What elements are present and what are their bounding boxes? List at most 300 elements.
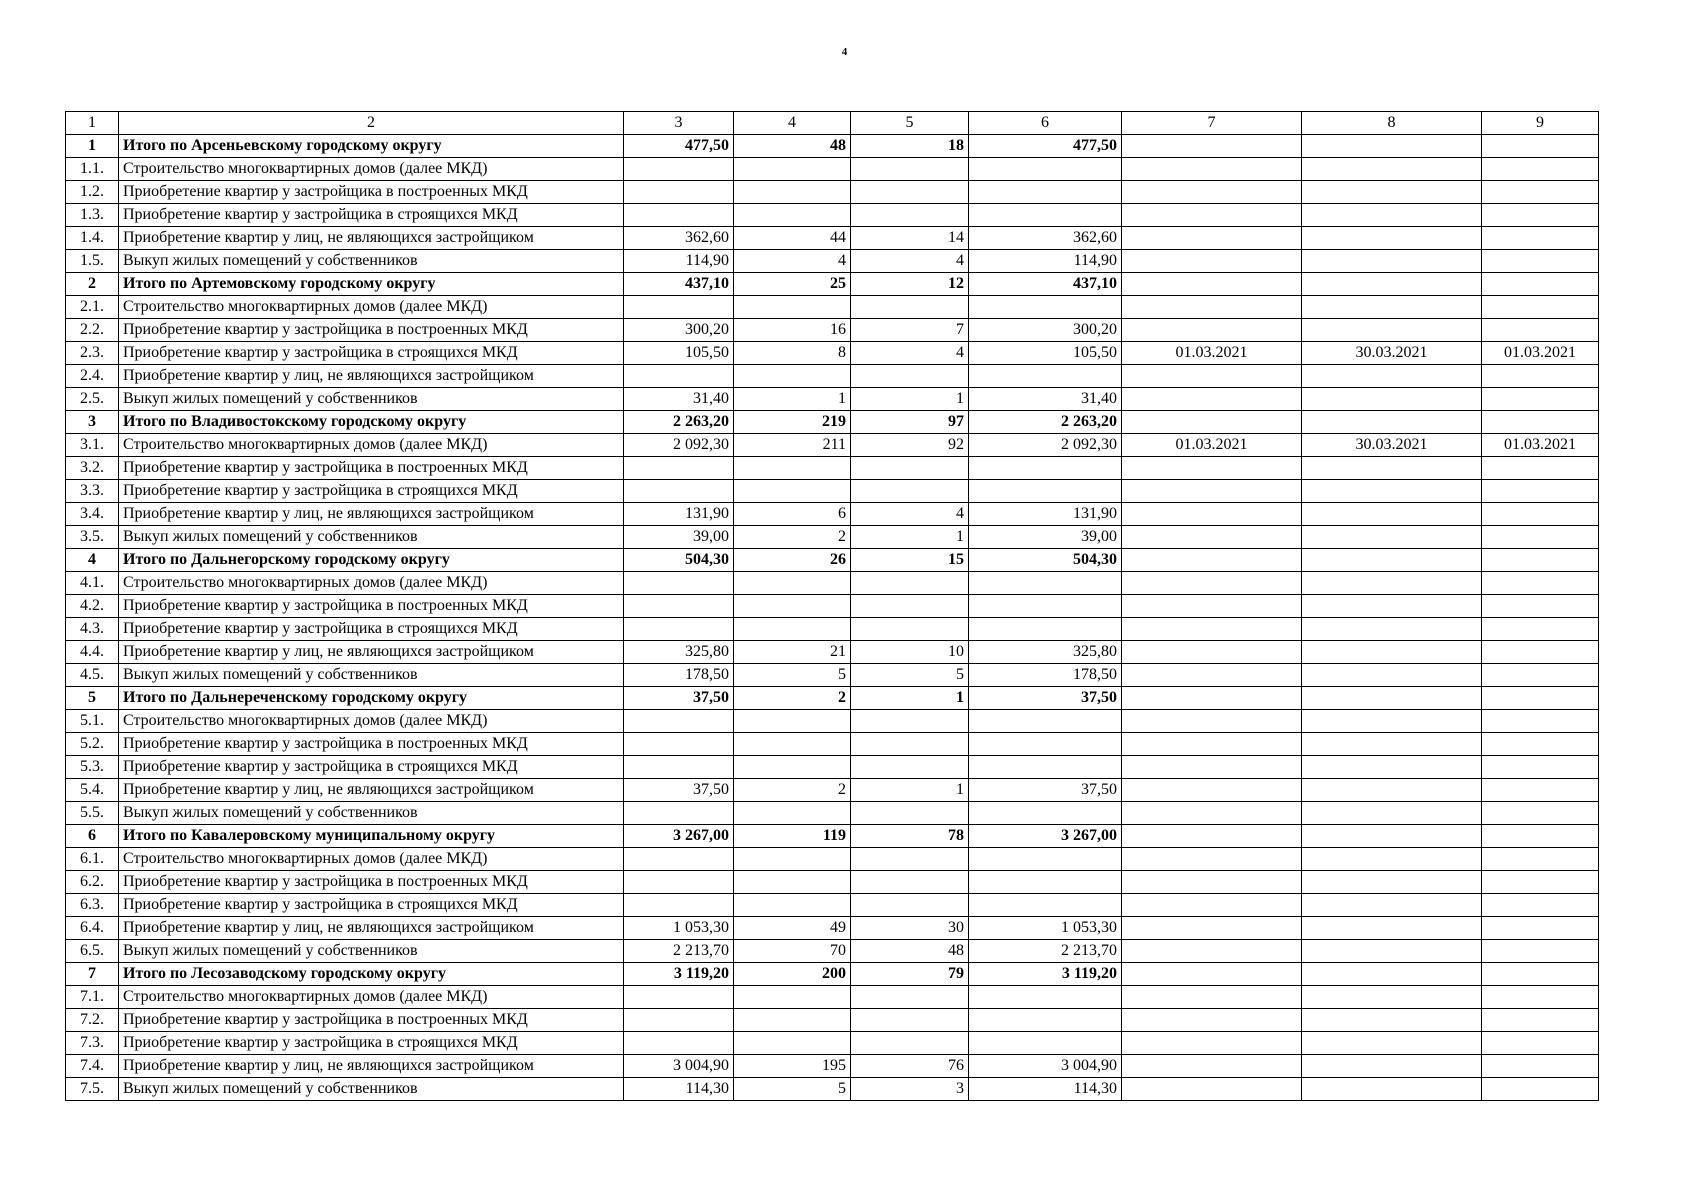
value-cell: 105,50: [624, 342, 734, 365]
table-row: [66, 457, 1599, 480]
value-cell: 2: [734, 526, 851, 549]
header-cell: 7: [1122, 112, 1302, 135]
value-cell: [1302, 204, 1482, 227]
table-row: [66, 526, 1599, 549]
value-cell: [734, 158, 851, 181]
value-cell: 3 004,90: [624, 1055, 734, 1078]
row-label-cell: Приобретение квартир у застройщика в построенных МКД: [119, 595, 624, 618]
row-label-cell: Итого по Владивостокскому городскому округу: [119, 411, 624, 434]
value-cell: 300,20: [624, 319, 734, 342]
row-label-cell: Итого по Лесозаводскому городскому округу: [119, 963, 624, 986]
value-cell: [1302, 572, 1482, 595]
value-cell: [969, 986, 1122, 1009]
table-row: [66, 1055, 1599, 1078]
value-cell: 31,40: [624, 388, 734, 411]
value-cell: [851, 296, 969, 319]
value-cell: [1482, 802, 1599, 825]
value-cell: [1482, 1055, 1599, 1078]
row-label-cell: Строительство многоквартирных домов (далее МКД): [119, 710, 624, 733]
value-cell: [1302, 871, 1482, 894]
value-cell: [624, 802, 734, 825]
value-cell: [624, 480, 734, 503]
table-row: [66, 733, 1599, 756]
value-cell: 1: [734, 388, 851, 411]
row-label-cell: Итого по Дальнереченскому городскому округу: [119, 687, 624, 710]
value-cell: [969, 894, 1122, 917]
value-cell: [1302, 135, 1482, 158]
value-cell: 44: [734, 227, 851, 250]
value-cell: 79: [851, 963, 969, 986]
table-row-total: [66, 273, 1599, 296]
row-number-cell: 7.5.: [66, 1078, 119, 1101]
row-label-cell: Строительство многоквартирных домов (далее МКД): [119, 848, 624, 871]
value-cell: 1 053,30: [624, 917, 734, 940]
value-cell: 2 263,20: [969, 411, 1122, 434]
row-number-cell: 1.2.: [66, 181, 119, 204]
value-cell: [624, 158, 734, 181]
value-cell: [1482, 135, 1599, 158]
value-cell: 1: [851, 526, 969, 549]
value-cell: [1122, 1009, 1302, 1032]
row-number-cell: 5: [66, 687, 119, 710]
value-cell: 2 213,70: [969, 940, 1122, 963]
value-cell: [734, 457, 851, 480]
value-cell: [1482, 687, 1599, 710]
value-cell: [1302, 1078, 1482, 1101]
value-cell: 200: [734, 963, 851, 986]
row-number-cell: 4.5.: [66, 664, 119, 687]
value-cell: 3 119,20: [624, 963, 734, 986]
table-row-total: [66, 825, 1599, 848]
row-label-cell: Выкуп жилых помещений у собственников: [119, 1078, 624, 1101]
value-cell: [1122, 250, 1302, 273]
value-cell: [624, 894, 734, 917]
row-number-cell: 4.4.: [66, 641, 119, 664]
table-row: [66, 319, 1599, 342]
table-row: [66, 388, 1599, 411]
row-number-cell: 5.5.: [66, 802, 119, 825]
row-label-cell: Выкуп жилых помещений у собственников: [119, 802, 624, 825]
value-cell: 1: [851, 388, 969, 411]
value-cell: 37,50: [624, 687, 734, 710]
table-row: [66, 756, 1599, 779]
value-cell: [969, 848, 1122, 871]
value-cell: [734, 894, 851, 917]
table-row: [66, 250, 1599, 273]
value-cell: 14: [851, 227, 969, 250]
table-row-total: [66, 963, 1599, 986]
row-number-cell: 4.3.: [66, 618, 119, 641]
header-cell: 6: [969, 112, 1122, 135]
value-cell: [1122, 1055, 1302, 1078]
value-cell: [1122, 664, 1302, 687]
value-cell: [1122, 480, 1302, 503]
value-cell: 504,30: [624, 549, 734, 572]
value-cell: 114,90: [969, 250, 1122, 273]
value-cell: 01.03.2021: [1122, 342, 1302, 365]
value-cell: [1302, 618, 1482, 641]
value-cell: [1302, 641, 1482, 664]
value-cell: 15: [851, 549, 969, 572]
row-number-cell: 2.5.: [66, 388, 119, 411]
value-cell: [1482, 756, 1599, 779]
value-cell: [624, 618, 734, 641]
value-cell: [1302, 457, 1482, 480]
value-cell: 4: [851, 503, 969, 526]
value-cell: [1122, 457, 1302, 480]
value-cell: 16: [734, 319, 851, 342]
table-row: [66, 227, 1599, 250]
row-label-cell: Приобретение квартир у лиц, не являющихся застройщиком: [119, 365, 624, 388]
value-cell: [1122, 618, 1302, 641]
value-cell: [1482, 1032, 1599, 1055]
value-cell: 70: [734, 940, 851, 963]
table-row: [66, 802, 1599, 825]
value-cell: [851, 457, 969, 480]
row-label-cell: Итого по Арсеньевскому городскому округу: [119, 135, 624, 158]
value-cell: [1122, 986, 1302, 1009]
value-cell: 178,50: [969, 664, 1122, 687]
value-cell: 76: [851, 1055, 969, 1078]
value-cell: [734, 181, 851, 204]
value-cell: [1482, 365, 1599, 388]
value-cell: 1: [851, 687, 969, 710]
value-cell: [624, 457, 734, 480]
table-row: [66, 365, 1599, 388]
value-cell: 4: [851, 342, 969, 365]
value-cell: [1302, 503, 1482, 526]
row-number-cell: 1.4.: [66, 227, 119, 250]
value-cell: [1122, 526, 1302, 549]
row-number-cell: 1: [66, 135, 119, 158]
value-cell: [969, 710, 1122, 733]
row-number-cell: 6.1.: [66, 848, 119, 871]
value-cell: 30.03.2021: [1302, 342, 1482, 365]
value-cell: [1302, 595, 1482, 618]
row-label-cell: Приобретение квартир у застройщика в строящихся МКД: [119, 894, 624, 917]
value-cell: [851, 1009, 969, 1032]
value-cell: 219: [734, 411, 851, 434]
value-cell: [1122, 1078, 1302, 1101]
row-number-cell: 5.2.: [66, 733, 119, 756]
row-number-cell: 6.3.: [66, 894, 119, 917]
row-label-cell: Приобретение квартир у лиц, не являющихся застройщиком: [119, 917, 624, 940]
row-number-cell: 7.1.: [66, 986, 119, 1009]
value-cell: [624, 733, 734, 756]
value-cell: 2 263,20: [624, 411, 734, 434]
table-row: [66, 342, 1599, 365]
value-cell: [1302, 158, 1482, 181]
value-cell: [969, 158, 1122, 181]
value-cell: [969, 733, 1122, 756]
value-cell: 12: [851, 273, 969, 296]
value-cell: [1482, 940, 1599, 963]
page-number: 4: [841, 46, 848, 58]
value-cell: [1302, 181, 1482, 204]
value-cell: [734, 986, 851, 1009]
value-cell: [851, 204, 969, 227]
row-number-cell: 3.2.: [66, 457, 119, 480]
header-cell: 5: [851, 112, 969, 135]
value-cell: 325,80: [969, 641, 1122, 664]
value-cell: [1122, 319, 1302, 342]
value-cell: 131,90: [624, 503, 734, 526]
value-cell: [734, 480, 851, 503]
value-cell: 195: [734, 1055, 851, 1078]
row-label-cell: Приобретение квартир у застройщика в строящихся МКД: [119, 618, 624, 641]
value-cell: [851, 802, 969, 825]
row-number-cell: 1.1.: [66, 158, 119, 181]
row-label-cell: Приобретение квартир у застройщика в построенных МКД: [119, 1009, 624, 1032]
row-label-cell: Приобретение квартир у застройщика в построенных МКД: [119, 871, 624, 894]
value-cell: [734, 756, 851, 779]
value-cell: [1122, 871, 1302, 894]
value-cell: [1122, 549, 1302, 572]
table-row: [66, 917, 1599, 940]
value-cell: [851, 595, 969, 618]
value-cell: [851, 710, 969, 733]
table-row: [66, 871, 1599, 894]
value-cell: [1302, 664, 1482, 687]
value-cell: [1302, 526, 1482, 549]
value-cell: 300,20: [969, 319, 1122, 342]
header-cell: 1: [66, 112, 119, 135]
value-cell: 1 053,30: [969, 917, 1122, 940]
value-cell: [969, 296, 1122, 319]
row-number-cell: 2.3.: [66, 342, 119, 365]
value-cell: 30.03.2021: [1302, 434, 1482, 457]
value-cell: 437,10: [969, 273, 1122, 296]
value-cell: 437,10: [624, 273, 734, 296]
value-cell: [1302, 802, 1482, 825]
value-cell: [1482, 917, 1599, 940]
value-cell: [624, 756, 734, 779]
table-row: [66, 1078, 1599, 1101]
value-cell: [969, 802, 1122, 825]
table-row: [66, 480, 1599, 503]
value-cell: [1482, 641, 1599, 664]
value-cell: 21: [734, 641, 851, 664]
value-cell: [1302, 733, 1482, 756]
table-row: [66, 595, 1599, 618]
value-cell: [1122, 710, 1302, 733]
value-cell: [624, 871, 734, 894]
value-cell: 37,50: [969, 779, 1122, 802]
row-number-cell: 4.1.: [66, 572, 119, 595]
row-label-cell: Приобретение квартир у лиц, не являющихся застройщиком: [119, 227, 624, 250]
row-label-cell: Строительство многоквартирных домов (далее МКД): [119, 434, 624, 457]
value-cell: [1122, 365, 1302, 388]
value-cell: 3: [851, 1078, 969, 1101]
value-cell: [1482, 181, 1599, 204]
value-cell: [1482, 710, 1599, 733]
row-label-cell: Приобретение квартир у лиц, не являющихся застройщиком: [119, 1055, 624, 1078]
value-cell: 3 267,00: [969, 825, 1122, 848]
value-cell: [1482, 963, 1599, 986]
value-cell: [1482, 296, 1599, 319]
table-row: [66, 664, 1599, 687]
value-cell: [1122, 756, 1302, 779]
row-label-cell: Приобретение квартир у застройщика в строящихся МКД: [119, 1032, 624, 1055]
row-label-cell: Выкуп жилых помещений у собственников: [119, 940, 624, 963]
value-cell: [734, 618, 851, 641]
value-cell: [851, 848, 969, 871]
value-cell: 39,00: [969, 526, 1122, 549]
value-cell: [1122, 158, 1302, 181]
value-cell: [1302, 940, 1482, 963]
value-cell: [851, 756, 969, 779]
value-cell: [969, 1032, 1122, 1055]
value-cell: [734, 365, 851, 388]
table-row: [66, 434, 1599, 457]
value-cell: 178,50: [624, 664, 734, 687]
row-number-cell: 7.4.: [66, 1055, 119, 1078]
value-cell: [1122, 641, 1302, 664]
row-number-cell: 3: [66, 411, 119, 434]
row-label-cell: Приобретение квартир у застройщика в построенных МКД: [119, 457, 624, 480]
value-cell: [1302, 1055, 1482, 1078]
value-cell: [1482, 986, 1599, 1009]
value-cell: 30: [851, 917, 969, 940]
table-row: [66, 940, 1599, 963]
row-number-cell: 2: [66, 273, 119, 296]
row-label-cell: Приобретение квартир у лиц, не являющихся застройщиком: [119, 779, 624, 802]
value-cell: [851, 894, 969, 917]
row-label-cell: Приобретение квартир у лиц, не являющихся застройщиком: [119, 503, 624, 526]
value-cell: [969, 1009, 1122, 1032]
row-number-cell: 5.3.: [66, 756, 119, 779]
value-cell: [1482, 848, 1599, 871]
row-number-cell: 2.2.: [66, 319, 119, 342]
value-cell: [1482, 526, 1599, 549]
header-cell: 8: [1302, 112, 1482, 135]
table-row: [66, 779, 1599, 802]
value-cell: [1302, 1009, 1482, 1032]
row-number-cell: 6.4.: [66, 917, 119, 940]
value-cell: [624, 595, 734, 618]
value-cell: 119: [734, 825, 851, 848]
value-cell: [1302, 963, 1482, 986]
value-cell: [1302, 894, 1482, 917]
row-number-cell: 1.3.: [66, 204, 119, 227]
value-cell: [969, 365, 1122, 388]
value-cell: 114,30: [969, 1078, 1122, 1101]
header-cell: 4: [734, 112, 851, 135]
header-row: [66, 112, 1599, 135]
table-row-total: [66, 411, 1599, 434]
value-cell: [1482, 227, 1599, 250]
value-cell: [1122, 779, 1302, 802]
value-cell: [734, 733, 851, 756]
value-cell: 39,00: [624, 526, 734, 549]
value-cell: [1482, 457, 1599, 480]
value-cell: [851, 365, 969, 388]
value-cell: [734, 296, 851, 319]
value-cell: 114,90: [624, 250, 734, 273]
row-number-cell: 3.3.: [66, 480, 119, 503]
value-cell: 5: [851, 664, 969, 687]
value-cell: [1302, 1032, 1482, 1055]
row-label-cell: Строительство многоквартирных домов (далее МКД): [119, 158, 624, 181]
value-cell: [1482, 1009, 1599, 1032]
value-cell: [624, 204, 734, 227]
value-cell: 211: [734, 434, 851, 457]
value-cell: [969, 457, 1122, 480]
value-cell: 92: [851, 434, 969, 457]
value-cell: [851, 871, 969, 894]
value-cell: 4: [734, 250, 851, 273]
row-label-cell: Приобретение квартир у застройщика в строящихся МКД: [119, 756, 624, 779]
row-number-cell: 7.2.: [66, 1009, 119, 1032]
row-number-cell: 6.2.: [66, 871, 119, 894]
value-cell: 6: [734, 503, 851, 526]
value-cell: 48: [851, 940, 969, 963]
value-cell: [1482, 871, 1599, 894]
value-cell: [851, 1032, 969, 1055]
table-row: [66, 710, 1599, 733]
value-cell: [1482, 273, 1599, 296]
row-label-cell: Приобретение квартир у застройщика в строящихся МКД: [119, 204, 624, 227]
table-row: [66, 158, 1599, 181]
value-cell: [1482, 779, 1599, 802]
value-cell: [734, 710, 851, 733]
value-cell: [1302, 549, 1482, 572]
value-cell: [1482, 480, 1599, 503]
value-cell: 18: [851, 135, 969, 158]
value-cell: 105,50: [969, 342, 1122, 365]
value-cell: [1122, 848, 1302, 871]
header-cell: 9: [1482, 112, 1599, 135]
value-cell: 10: [851, 641, 969, 664]
row-label-cell: Приобретение квартир у застройщика в построенных МКД: [119, 181, 624, 204]
table-row: [66, 848, 1599, 871]
value-cell: [1122, 135, 1302, 158]
table-row: [66, 894, 1599, 917]
value-cell: [624, 296, 734, 319]
row-number-cell: 6.5.: [66, 940, 119, 963]
value-cell: [1302, 365, 1482, 388]
value-cell: [969, 595, 1122, 618]
housing-program-table: [65, 111, 1599, 1101]
value-cell: [1122, 503, 1302, 526]
value-cell: [1122, 227, 1302, 250]
value-cell: [1122, 595, 1302, 618]
value-cell: [624, 181, 734, 204]
value-cell: [1482, 549, 1599, 572]
value-cell: [851, 158, 969, 181]
value-cell: [734, 871, 851, 894]
value-cell: [851, 733, 969, 756]
row-number-cell: 3.4.: [66, 503, 119, 526]
value-cell: [969, 480, 1122, 503]
row-number-cell: 4: [66, 549, 119, 572]
value-cell: [1302, 986, 1482, 1009]
row-label-cell: Приобретение квартир у застройщика в построенных МКД: [119, 733, 624, 756]
row-label-cell: Выкуп жилых помещений у собственников: [119, 664, 624, 687]
value-cell: [1302, 756, 1482, 779]
row-label-cell: Строительство многоквартирных домов (далее МКД): [119, 296, 624, 319]
row-number-cell: 2.4.: [66, 365, 119, 388]
value-cell: 97: [851, 411, 969, 434]
value-cell: [734, 595, 851, 618]
row-label-cell: Приобретение квартир у лиц, не являющихся застройщиком: [119, 641, 624, 664]
table-row: [66, 503, 1599, 526]
value-cell: [1302, 388, 1482, 411]
value-cell: [1482, 733, 1599, 756]
value-cell: [1122, 687, 1302, 710]
table-row: [66, 618, 1599, 641]
value-cell: [1302, 779, 1482, 802]
